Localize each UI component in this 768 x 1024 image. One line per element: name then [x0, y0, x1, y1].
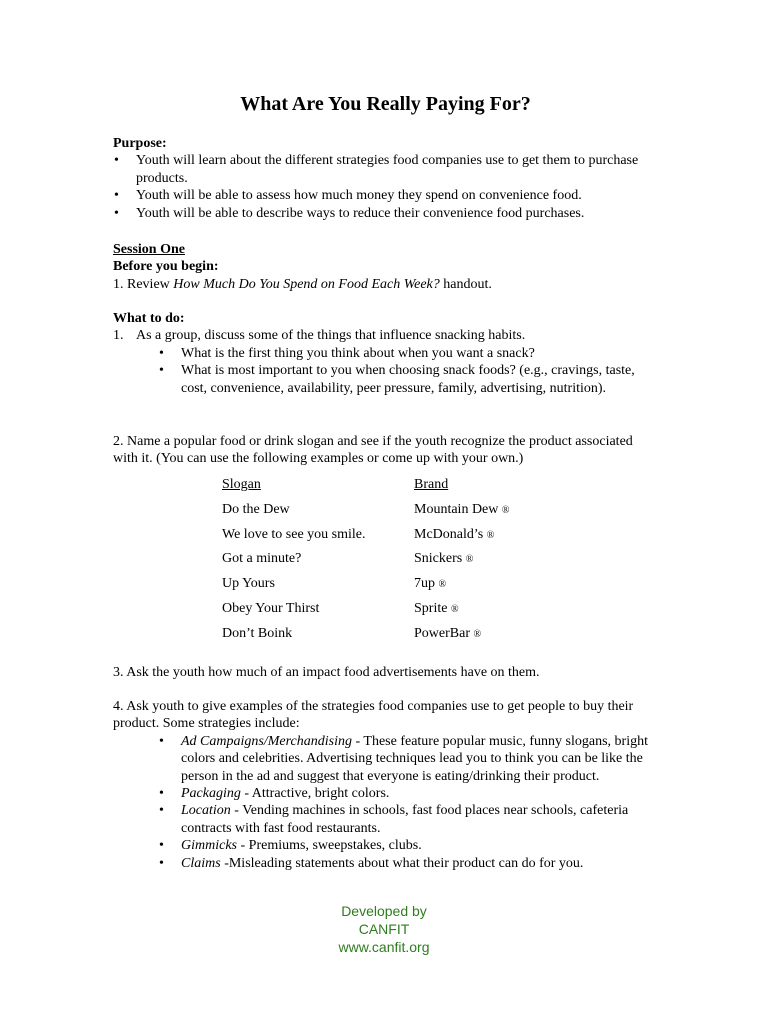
footer-url: www.canfit.org: [338, 939, 430, 955]
table-row: [222, 575, 510, 600]
footer-org-name: CANFIT: [358, 921, 410, 937]
before-heading: Before you begin:: [113, 259, 219, 275]
table-row: [222, 526, 510, 551]
purpose-heading: Purpose:: [113, 136, 167, 151]
registered-mark: ®: [450, 603, 459, 615]
table-row: [222, 600, 510, 625]
brand-cell: [414, 625, 510, 650]
step-4-text: 4. Ask youth to give examples of the strategies food companies use to get people to buy their product. Some strategies include:: [113, 699, 634, 732]
brand-name: 7up: [414, 576, 435, 592]
registered-mark: ®: [473, 628, 482, 640]
session-heading: Session One: [113, 242, 185, 257]
slogan-cell: We love to see you smile.: [222, 526, 366, 542]
strategy-desc: - Attractive, bright colors.: [240, 786, 390, 802]
strategy-item: [158, 802, 658, 837]
strategy-term: Location: [181, 803, 231, 819]
brand-cell: [414, 526, 510, 551]
footer: [0, 902, 768, 956]
step-1: [113, 327, 658, 344]
strategy-list: [113, 733, 658, 872]
slogan-table-header: [222, 476, 510, 501]
step-1-bullet: • What is most important to you when choosing snack foods? (e.g., cravings, taste, cost, convenience, availability, peer pressure, family, advertising, nutrition).: [158, 362, 658, 397]
step-1-number: 1.: [113, 328, 124, 344]
registered-mark: ®: [438, 579, 447, 591]
before-item-suffix: handout.: [439, 276, 492, 292]
purpose-list: [113, 152, 658, 222]
strategy-item: [158, 785, 658, 802]
purpose-item: • Youth will learn about the different strategies food companies use to get them to purchase products.: [113, 152, 658, 187]
step-2: 2. Name a popular food or drink slogan and see if the youth recognize the product associated with it. (You can use the following examples or come up with your own.): [113, 434, 633, 467]
brand-column-header: Brand: [414, 477, 449, 492]
footer-developed-by: Developed by: [341, 903, 427, 919]
before-item-prefix: 1. Review: [113, 276, 174, 292]
brand-cell: [414, 575, 510, 600]
brand-name: PowerBar: [414, 625, 470, 641]
step-1-text: As a group, discuss some of the things that influence snacking habits.: [136, 328, 526, 344]
step-4: [113, 698, 658, 872]
what-to-do-section: [113, 310, 658, 397]
slogan-cell: Up Yours: [222, 576, 275, 592]
registered-mark: ®: [465, 554, 474, 566]
strategy-term: Ad Campaigns/Merchandising: [181, 733, 352, 749]
strategy-term: Claims: [181, 855, 221, 871]
purpose-section: [113, 135, 658, 222]
strategy-desc: - Vending machines in schools, fast food places near schools, cafeteria contracts with fast food restaurants.: [181, 803, 629, 836]
slogan-column-header: Slogan: [222, 477, 261, 492]
page-title: What Are You Really Paying For?: [240, 93, 531, 115]
step-1-bullet: • What is the first thing you think about when you want a snack?: [158, 345, 658, 362]
strategy-desc: -Misleading statements about what their product can do for you.: [220, 855, 584, 871]
handout-title: How Much Do You Spend on Food Each Week?: [173, 276, 440, 292]
strategy-term: Gimmicks: [181, 838, 237, 854]
brand-name: Sprite: [414, 600, 448, 616]
slogan-cell: Don’t Boink: [222, 625, 293, 641]
strategy-item: [158, 855, 658, 872]
strategy-item: [158, 837, 658, 854]
registered-mark: ®: [486, 529, 495, 541]
brand-cell: [414, 501, 510, 526]
strategy-desc: - Premiums, sweepstakes, clubs.: [237, 838, 422, 854]
before-item: [113, 276, 658, 293]
table-row: [222, 550, 510, 575]
purpose-item: • Youth will be able to describe ways to reduce their convenience food purchases.: [113, 205, 658, 222]
step-3: 3. Ask the youth how much of an impact food advertisements have on them.: [113, 665, 540, 680]
table-row: [222, 501, 510, 526]
table-row: [222, 625, 510, 650]
purpose-item: • Youth will be able to assess how much money they spend on convenience food.: [113, 187, 658, 204]
step-1-bullets: [113, 345, 658, 397]
slogan-cell: Obey Your Thirst: [222, 600, 320, 616]
slogan-cell: Do the Dew: [222, 501, 290, 517]
brand-name: Snickers: [414, 551, 463, 567]
registered-mark: ®: [501, 504, 510, 516]
what-to-do-heading: What to do:: [113, 311, 185, 326]
brand-name: Mountain Dew: [414, 501, 499, 517]
brand-cell: [414, 600, 510, 625]
strategy-term: Packaging: [181, 786, 241, 802]
brand-name: McDonald’s: [414, 526, 484, 542]
session-section: [113, 241, 658, 293]
slogan-table: [222, 476, 510, 650]
slogan-cell: Got a minute?: [222, 551, 302, 567]
brand-cell: [414, 550, 510, 575]
strategy-item: [158, 733, 658, 785]
strategy-desc: - These feature popular music, funny slogans, bright colors and celebrities. Advertising techniques lead you to think you can be like the person in the ad and suggest that everyone is eating/drinking their product.: [181, 733, 648, 784]
